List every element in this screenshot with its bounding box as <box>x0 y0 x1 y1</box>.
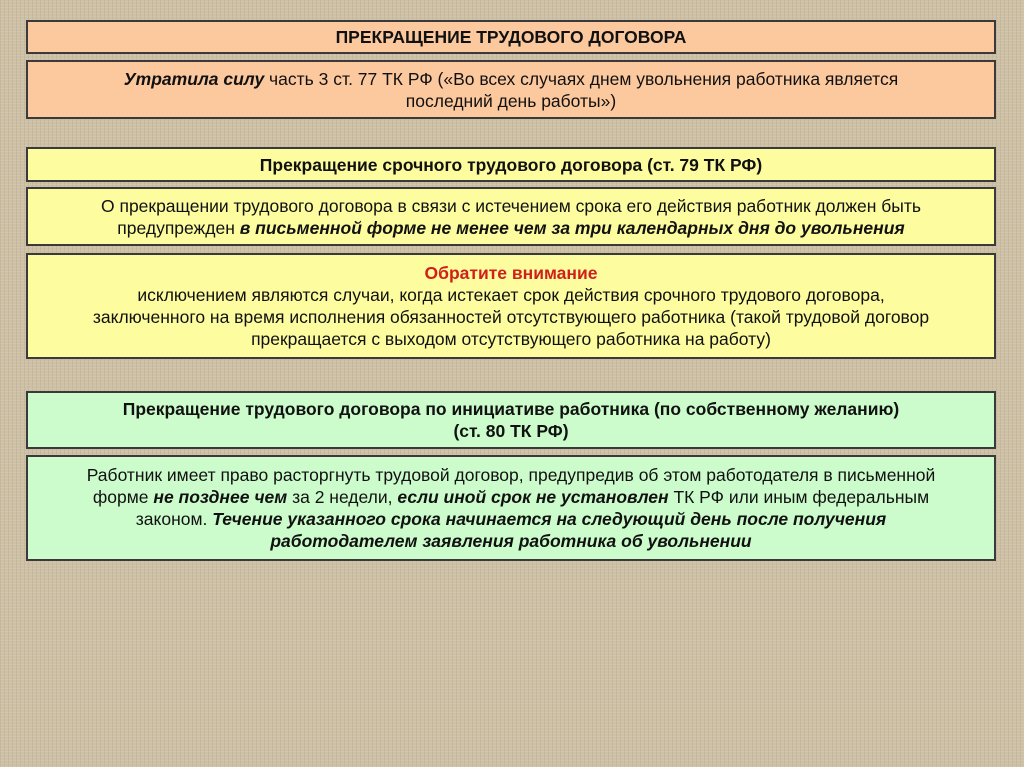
art77-note-box <box>26 60 996 119</box>
art80-text <box>40 464 982 552</box>
art80-heading-line1: Прекращение трудового договора по инициативе работника (по собственному желанию) <box>122 399 900 419</box>
art77-note-text: часть 3 ст. 77 ТК РФ («Во всех случаях днем увольнения работника является последний день работы») <box>264 68 899 111</box>
art80-emphasis-2: если иной срок не установлен <box>397 487 669 507</box>
art77-note <box>40 68 982 112</box>
art79-heading-box <box>26 147 996 182</box>
art79-text-box <box>26 187 996 246</box>
art80-text-3: ТК РФ или иным федеральным законом. <box>135 487 930 529</box>
art79-text-emphasis: в письменной форме не менее чем за три календарных дня до увольнения <box>239 217 905 238</box>
attention-box <box>26 253 996 359</box>
art80-heading-box <box>26 391 996 449</box>
art77-note-emphasis: Утратила силу <box>123 68 265 89</box>
slide-title: ПРЕКРАЩЕНИЕ ТРУДОВОГО ДОГОВОРА <box>335 27 687 47</box>
art79-text-plain: О прекращении трудового договора в связи с истечением срока его действия работник должен быть предупрежден <box>101 195 921 238</box>
art79-text <box>40 195 982 239</box>
art79-heading: Прекращение срочного трудового договора (ст. 79 ТК РФ) <box>259 154 763 175</box>
art80-text-1: Работник имеет право расторгнуть трудовой договор, предупредив об этом работодателя в письменной форме <box>86 465 936 507</box>
attention-text: исключением являются случаи, когда истекает срок действия срочного трудового договора, заключенного на время исполнения обязанностей отсутствующего работника (такой трудовой договор прекращается с выходом отсутствующего работника на работу) <box>92 285 930 349</box>
title-box <box>26 20 996 54</box>
attention-title: Обратите внимание <box>424 263 598 283</box>
art80-emphasis-3: Течение указанного срока начинается на следующий день после получения работодателем заявления работника об увольнении <box>212 509 887 551</box>
art80-text-2: за 2 недели, <box>287 487 398 507</box>
art80-heading-line2: (ст. 80 ТК РФ) <box>453 421 569 441</box>
art80-emphasis-1: не позднее чем <box>153 487 288 507</box>
art80-text-box <box>26 455 996 561</box>
